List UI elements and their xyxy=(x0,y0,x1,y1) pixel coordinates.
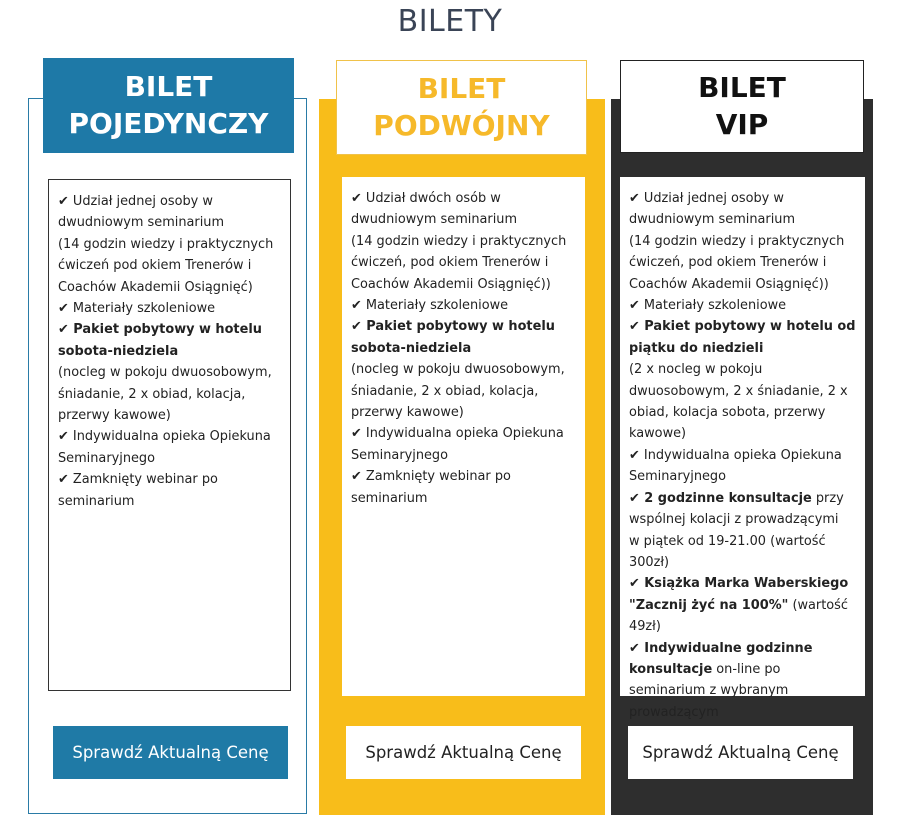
feature-item: (14 godzin wiedzy i praktycznych ćwiczeń, pod okiem Trenerów i Coachów Akademii Osiągnięć)) xyxy=(351,233,567,292)
ticket-vip-title-line1: BILET xyxy=(698,71,786,105)
feature-bold-text: ✔ 2 godzinne konsultacje xyxy=(629,490,812,506)
ticket-double-features xyxy=(342,177,585,696)
feature-item xyxy=(58,319,282,362)
feature-item: (14 godzin wiedzy i praktycznych ćwiczeń, pod okiem Trenerów i Coachów Akademii Osiągnięć)) xyxy=(629,233,845,292)
feature-item xyxy=(629,316,857,359)
ticket-single-title-line2: POJEDYNCZY xyxy=(68,106,269,140)
feature-text: (wartość 49zł) xyxy=(629,597,848,635)
feature-item: ✔ Materiały szkoleniowe xyxy=(629,298,787,314)
feature-item: (14 godzin wiedzy i praktycznych ćwiczeń pod okiem Trenerów i Coachów Akademii Osiągnięć) xyxy=(58,236,274,295)
feature-bold-text: ✔ Pakiet pobytowy w hotelu sobota-niedziela xyxy=(351,319,555,356)
check-price-double-button[interactable]: Sprawdź Aktualną Cenę xyxy=(346,726,581,779)
check-price-vip-button[interactable]: Sprawdź Aktualną Cenę xyxy=(628,726,853,779)
feature-bold-text: ✔ Książka Marka Waberskiego "Zacznij żyć na 100%" xyxy=(629,576,849,613)
feature-item: ✔ Udział jednej osoby w dwudniowym seminarium xyxy=(58,194,225,231)
feature-item xyxy=(351,316,577,359)
ticket-single-header xyxy=(43,58,294,153)
feature-item: ✔ Indywidualna opieka Opiekuna Seminaryjnego xyxy=(58,429,271,466)
feature-bold-text: ✔ Pakiet pobytowy w hotelu od piątku do niedzieli xyxy=(629,319,856,356)
ticket-single-features xyxy=(48,179,291,691)
feature-item xyxy=(629,488,857,531)
ticket-double-title-line1: BILET xyxy=(417,72,506,106)
feature-item: w piątek od 19-21.00 (wartość 300zł) xyxy=(629,533,826,570)
ticket-single-title-line1: BILET xyxy=(124,70,213,104)
ticket-vip-title-line2: VIP xyxy=(715,107,769,141)
feature-item: ✔ Udział jednej osoby w dwudniowym seminarium xyxy=(629,191,796,228)
ticket-vip-features xyxy=(620,177,865,720)
feature-item: (nocleg w pokoju dwuosobowym, śniadanie, 2 x obiad, kolacja, przerwy kawowe) xyxy=(351,362,565,421)
feature-item: ✔ Zamknięty webinar po seminarium xyxy=(351,469,511,506)
page-title: BILETY xyxy=(397,4,503,39)
feature-item: (nocleg w pokoju dwuosobowym, śniadanie, 2 x obiad, kolacja, przerwy kawowe) xyxy=(58,365,272,424)
feature-item: ✔ Udział dwóch osób w dwudniowym seminarium xyxy=(351,191,518,228)
ticket-vip-header xyxy=(620,60,864,153)
feature-item xyxy=(629,573,857,637)
feature-item: ✔ Indywidualna opieka Opiekuna Seminaryjnego xyxy=(351,426,564,463)
feature-item xyxy=(629,638,857,724)
feature-text: on-line po seminarium z wybranym prowadzącym xyxy=(629,661,789,720)
feature-item: (2 x nocleg w pokoju dwuosobowym, 2 x śniadanie, 2 x obiad, kolacja sobota, przerwy kawowe) xyxy=(629,362,848,442)
feature-text: przy wspólnej kolacji z prowadzącymi xyxy=(629,490,844,528)
feature-item: ✔ Zamknięty webinar po seminarium xyxy=(58,472,218,509)
ticket-double-header xyxy=(336,60,587,155)
feature-item: ✔ Materiały szkoleniowe xyxy=(58,301,216,317)
feature-item: ✔ Indywidualna opieka Opiekuna Seminaryjnego xyxy=(629,447,842,485)
feature-bold-text: ✔ Pakiet pobytowy w hotelu sobota-niedziela xyxy=(58,322,262,359)
check-price-single-button[interactable]: Sprawdź Aktualną Cenę xyxy=(53,726,288,779)
ticket-double-title-line2: PODWÓJNY xyxy=(373,108,550,142)
feature-bold-text: ✔ Indywidualne godzinne konsultacje xyxy=(629,640,813,677)
feature-item: ✔ Materiały szkoleniowe xyxy=(351,298,509,314)
